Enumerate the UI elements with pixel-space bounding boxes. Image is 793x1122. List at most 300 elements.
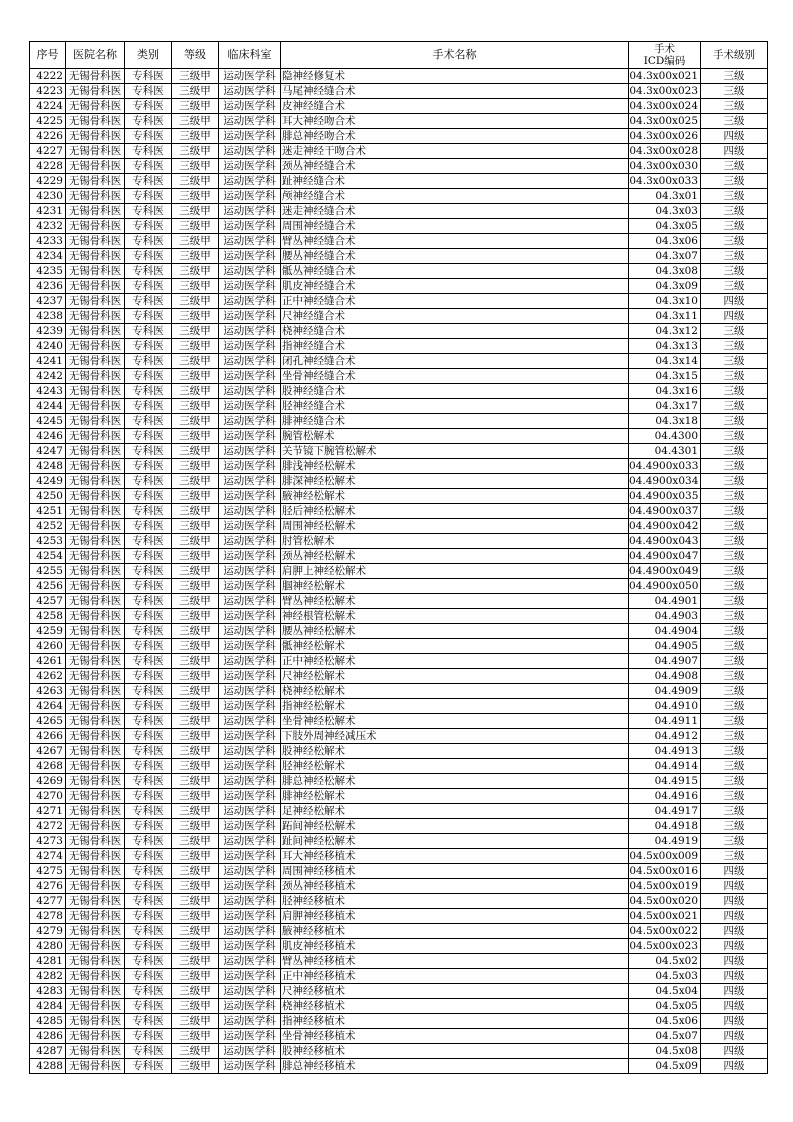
cell-surgery: 趾间神经松解术 — [281, 834, 629, 849]
cell-hospital: 无锡骨科医 — [66, 579, 125, 594]
cell-surgery: 坐骨神经缝合术 — [281, 369, 629, 384]
cell-grade: 三级 — [701, 804, 768, 819]
cell-category: 专科医 — [125, 594, 172, 609]
cell-grade: 三级 — [701, 834, 768, 849]
cell-grade: 三级 — [701, 774, 768, 789]
cell-category: 专科医 — [125, 1014, 172, 1029]
cell-hospital: 无锡骨科医 — [66, 279, 125, 294]
cell-department: 运动医学科 — [219, 699, 281, 714]
cell-hospital: 无锡骨科医 — [66, 609, 125, 624]
cell-department: 运动医学科 — [219, 249, 281, 264]
cell-level: 三级甲 — [172, 624, 219, 639]
cell-department: 运动医学科 — [219, 609, 281, 624]
cell-category: 专科医 — [125, 999, 172, 1014]
cell-category: 专科医 — [125, 549, 172, 564]
cell-level: 三级甲 — [172, 699, 219, 714]
cell-category: 专科医 — [125, 729, 172, 744]
cell-department: 运动医学科 — [219, 519, 281, 534]
cell-category: 专科医 — [125, 984, 172, 999]
cell-no: 4240 — [30, 339, 66, 354]
cell-department: 运动医学科 — [219, 174, 281, 189]
cell-level: 三级甲 — [172, 639, 219, 654]
table-row — [30, 384, 768, 399]
cell-grade: 三级 — [701, 849, 768, 864]
cell-category: 专科医 — [125, 939, 172, 954]
cell-grade: 三级 — [701, 219, 768, 234]
cell-hospital: 无锡骨科医 — [66, 834, 125, 849]
cell-surgery: 趾神经缝合术 — [281, 174, 629, 189]
cell-no: 4235 — [30, 264, 66, 279]
cell-hospital: 无锡骨科医 — [66, 714, 125, 729]
cell-surgery: 腋神经移植术 — [281, 924, 629, 939]
cell-no: 4243 — [30, 384, 66, 399]
cell-no: 4251 — [30, 504, 66, 519]
cell-grade: 四级 — [701, 1014, 768, 1029]
cell-surgery: 胫神经缝合术 — [281, 399, 629, 414]
cell-no: 4273 — [30, 834, 66, 849]
table-row — [30, 444, 768, 459]
header-no: 序号 — [30, 42, 66, 69]
table-row — [30, 699, 768, 714]
cell-surgery: 骶丛神经缝合术 — [281, 264, 629, 279]
cell-no: 4226 — [30, 129, 66, 144]
cell-icd: 04.3x00x025 — [629, 114, 701, 129]
cell-level: 三级甲 — [172, 489, 219, 504]
cell-surgery: 尺神经移植术 — [281, 984, 629, 999]
cell-no: 4284 — [30, 999, 66, 1014]
table-row — [30, 429, 768, 444]
cell-surgery: 胫神经松解术 — [281, 759, 629, 774]
cell-icd: 04.4917 — [629, 804, 701, 819]
cell-category: 专科医 — [125, 654, 172, 669]
cell-icd: 04.4900x042 — [629, 519, 701, 534]
cell-level: 三级甲 — [172, 399, 219, 414]
cell-surgery: 肌皮神经移植术 — [281, 939, 629, 954]
cell-icd: 04.3x00x033 — [629, 174, 701, 189]
cell-category: 专科医 — [125, 909, 172, 924]
cell-grade: 三级 — [701, 579, 768, 594]
cell-grade: 三级 — [701, 234, 768, 249]
table-row — [30, 954, 768, 969]
cell-grade: 三级 — [701, 624, 768, 639]
cell-department: 运动医学科 — [219, 189, 281, 204]
cell-department: 运动医学科 — [219, 474, 281, 489]
table-row — [30, 609, 768, 624]
table-row — [30, 594, 768, 609]
cell-level: 三级甲 — [172, 759, 219, 774]
table-row — [30, 639, 768, 654]
cell-no: 4246 — [30, 429, 66, 444]
cell-category: 专科医 — [125, 69, 172, 84]
cell-level: 三级甲 — [172, 684, 219, 699]
cell-department: 运动医学科 — [219, 1014, 281, 1029]
cell-level: 三级甲 — [172, 834, 219, 849]
cell-department: 运动医学科 — [219, 909, 281, 924]
cell-level: 三级甲 — [172, 384, 219, 399]
cell-category: 专科医 — [125, 399, 172, 414]
table-row — [30, 969, 768, 984]
cell-hospital: 无锡骨科医 — [66, 744, 125, 759]
cell-level: 三级甲 — [172, 459, 219, 474]
cell-department: 运动医学科 — [219, 1029, 281, 1044]
cell-grade: 三级 — [701, 354, 768, 369]
table-row — [30, 534, 768, 549]
cell-no: 4276 — [30, 879, 66, 894]
cell-surgery: 跖间神经松解术 — [281, 819, 629, 834]
cell-no: 4239 — [30, 324, 66, 339]
cell-hospital: 无锡骨科医 — [66, 1029, 125, 1044]
cell-icd: 04.3x14 — [629, 354, 701, 369]
cell-department: 运动医学科 — [219, 1044, 281, 1059]
cell-icd: 04.4903 — [629, 609, 701, 624]
cell-level: 三级甲 — [172, 549, 219, 564]
cell-grade: 三级 — [701, 819, 768, 834]
cell-no: 4277 — [30, 894, 66, 909]
cell-grade: 四级 — [701, 909, 768, 924]
table-row — [30, 999, 768, 1014]
cell-category: 专科医 — [125, 474, 172, 489]
cell-category: 专科医 — [125, 204, 172, 219]
cell-no: 4264 — [30, 699, 66, 714]
cell-icd: 04.4905 — [629, 639, 701, 654]
table-row — [30, 84, 768, 99]
cell-department: 运动医学科 — [219, 789, 281, 804]
cell-surgery: 臂丛神经缝合术 — [281, 234, 629, 249]
cell-grade: 三级 — [701, 669, 768, 684]
table-row — [30, 729, 768, 744]
cell-grade: 三级 — [701, 324, 768, 339]
cell-level: 三级甲 — [172, 954, 219, 969]
cell-icd: 04.3x08 — [629, 264, 701, 279]
cell-surgery: 迷走神经缝合术 — [281, 204, 629, 219]
table-row — [30, 744, 768, 759]
cell-hospital: 无锡骨科医 — [66, 369, 125, 384]
cell-department: 运动医学科 — [219, 834, 281, 849]
table-row — [30, 234, 768, 249]
cell-icd: 04.5x00x023 — [629, 939, 701, 954]
cell-category: 专科医 — [125, 864, 172, 879]
cell-no: 4285 — [30, 1014, 66, 1029]
table-row — [30, 849, 768, 864]
cell-level: 三级甲 — [172, 1044, 219, 1059]
cell-grade: 三级 — [701, 114, 768, 129]
cell-grade: 三级 — [701, 339, 768, 354]
table-row — [30, 789, 768, 804]
cell-grade: 四级 — [701, 984, 768, 999]
cell-icd: 04.5x09 — [629, 1059, 701, 1074]
cell-hospital: 无锡骨科医 — [66, 84, 125, 99]
cell-no: 4270 — [30, 789, 66, 804]
cell-hospital: 无锡骨科医 — [66, 819, 125, 834]
cell-grade: 三级 — [701, 384, 768, 399]
cell-level: 三级甲 — [172, 864, 219, 879]
cell-category: 专科医 — [125, 789, 172, 804]
table-row — [30, 564, 768, 579]
cell-department: 运动医学科 — [219, 429, 281, 444]
table-row — [30, 249, 768, 264]
cell-level: 三级甲 — [172, 219, 219, 234]
cell-surgery: 腓总神经吻合术 — [281, 129, 629, 144]
cell-hospital: 无锡骨科医 — [66, 804, 125, 819]
cell-grade: 三级 — [701, 789, 768, 804]
table-row — [30, 1059, 768, 1074]
cell-hospital: 无锡骨科医 — [66, 969, 125, 984]
cell-surgery: 周围神经缝合术 — [281, 219, 629, 234]
cell-no: 4250 — [30, 489, 66, 504]
cell-level: 三级甲 — [172, 234, 219, 249]
cell-department: 运动医学科 — [219, 339, 281, 354]
cell-department: 运动医学科 — [219, 324, 281, 339]
cell-grade: 三级 — [701, 549, 768, 564]
cell-icd: 04.3x15 — [629, 369, 701, 384]
cell-icd: 04.4900x037 — [629, 504, 701, 519]
cell-surgery: 腓神经缝合术 — [281, 414, 629, 429]
cell-hospital: 无锡骨科医 — [66, 309, 125, 324]
cell-hospital: 无锡骨科医 — [66, 144, 125, 159]
cell-icd: 04.4908 — [629, 669, 701, 684]
cell-no: 4242 — [30, 369, 66, 384]
cell-level: 三级甲 — [172, 519, 219, 534]
cell-level: 三级甲 — [172, 84, 219, 99]
table-row — [30, 804, 768, 819]
cell-surgery: 桡神经移植术 — [281, 999, 629, 1014]
cell-level: 三级甲 — [172, 279, 219, 294]
cell-no: 4257 — [30, 594, 66, 609]
cell-grade: 四级 — [701, 879, 768, 894]
table-row — [30, 189, 768, 204]
table-row — [30, 1029, 768, 1044]
cell-icd: 04.5x00x016 — [629, 864, 701, 879]
cell-category: 专科医 — [125, 969, 172, 984]
cell-hospital: 无锡骨科医 — [66, 339, 125, 354]
cell-level: 三级甲 — [172, 294, 219, 309]
cell-department: 运动医学科 — [219, 984, 281, 999]
cell-icd: 04.3x12 — [629, 324, 701, 339]
cell-category: 专科医 — [125, 804, 172, 819]
header-hospital: 医院名称 — [66, 42, 125, 69]
cell-grade: 四级 — [701, 924, 768, 939]
cell-category: 专科医 — [125, 699, 172, 714]
cell-no: 4275 — [30, 864, 66, 879]
cell-surgery: 腓神经松解术 — [281, 789, 629, 804]
cell-hospital: 无锡骨科医 — [66, 684, 125, 699]
cell-level: 三级甲 — [172, 579, 219, 594]
cell-icd: 04.5x02 — [629, 954, 701, 969]
cell-grade: 三级 — [701, 414, 768, 429]
cell-level: 三级甲 — [172, 984, 219, 999]
cell-grade: 四级 — [701, 939, 768, 954]
cell-surgery: 腓总神经移植术 — [281, 1059, 629, 1074]
cell-category: 专科医 — [125, 1044, 172, 1059]
table-row — [30, 909, 768, 924]
table-row — [30, 759, 768, 774]
cell-surgery: 腋神经松解术 — [281, 489, 629, 504]
cell-category: 专科医 — [125, 849, 172, 864]
cell-surgery: 颈丛神经松解术 — [281, 549, 629, 564]
header-level: 等级 — [172, 42, 219, 69]
cell-level: 三级甲 — [172, 909, 219, 924]
cell-hospital: 无锡骨科医 — [66, 894, 125, 909]
cell-icd: 04.4300 — [629, 429, 701, 444]
cell-category: 专科医 — [125, 819, 172, 834]
cell-department: 运动医学科 — [219, 204, 281, 219]
table-row — [30, 624, 768, 639]
cell-category: 专科医 — [125, 234, 172, 249]
cell-hospital: 无锡骨科医 — [66, 789, 125, 804]
table-row — [30, 1044, 768, 1059]
cell-level: 三级甲 — [172, 669, 219, 684]
cell-hospital: 无锡骨科医 — [66, 324, 125, 339]
cell-surgery: 颈丛神经缝合术 — [281, 159, 629, 174]
table-row — [30, 519, 768, 534]
cell-surgery: 臂丛神经松解术 — [281, 594, 629, 609]
cell-icd: 04.4911 — [629, 714, 701, 729]
cell-surgery: 颅神经缝合术 — [281, 189, 629, 204]
cell-grade: 四级 — [701, 309, 768, 324]
cell-icd: 04.3x05 — [629, 219, 701, 234]
cell-department: 运动医学科 — [219, 744, 281, 759]
cell-no: 4271 — [30, 804, 66, 819]
cell-department: 运动医学科 — [219, 369, 281, 384]
cell-hospital: 无锡骨科医 — [66, 114, 125, 129]
cell-level: 三级甲 — [172, 654, 219, 669]
cell-department: 运动医学科 — [219, 894, 281, 909]
cell-surgery: 下肢外周神经减压术 — [281, 729, 629, 744]
cell-category: 专科医 — [125, 1059, 172, 1074]
cell-level: 三级甲 — [172, 534, 219, 549]
cell-surgery: 肩胛神经移植术 — [281, 909, 629, 924]
cell-level: 三级甲 — [172, 774, 219, 789]
cell-no: 4230 — [30, 189, 66, 204]
table-row — [30, 879, 768, 894]
cell-hospital: 无锡骨科医 — [66, 624, 125, 639]
cell-level: 三级甲 — [172, 729, 219, 744]
cell-surgery: 耳大神经移植术 — [281, 849, 629, 864]
cell-grade: 三级 — [701, 69, 768, 84]
cell-grade: 三级 — [701, 729, 768, 744]
cell-hospital: 无锡骨科医 — [66, 639, 125, 654]
cell-icd: 04.3x11 — [629, 309, 701, 324]
cell-no: 4237 — [30, 294, 66, 309]
cell-department: 运动医学科 — [219, 399, 281, 414]
cell-icd: 04.4915 — [629, 774, 701, 789]
cell-category: 专科医 — [125, 924, 172, 939]
cell-grade: 三级 — [701, 204, 768, 219]
table-row — [30, 549, 768, 564]
cell-hospital: 无锡骨科医 — [66, 249, 125, 264]
table-row — [30, 924, 768, 939]
cell-no: 4287 — [30, 1044, 66, 1059]
header-department: 临床科室 — [219, 42, 281, 69]
table-row — [30, 114, 768, 129]
cell-surgery: 皮神经缝合术 — [281, 99, 629, 114]
cell-icd: 04.5x03 — [629, 969, 701, 984]
cell-hospital: 无锡骨科医 — [66, 399, 125, 414]
cell-grade: 三级 — [701, 444, 768, 459]
cell-no: 4245 — [30, 414, 66, 429]
cell-department: 运动医学科 — [219, 144, 281, 159]
cell-icd: 04.3x16 — [629, 384, 701, 399]
surgery-table — [29, 41, 768, 1074]
cell-surgery: 指神经移植术 — [281, 1014, 629, 1029]
cell-icd: 04.3x00x028 — [629, 144, 701, 159]
table-row — [30, 144, 768, 159]
cell-department: 运动医学科 — [219, 69, 281, 84]
cell-no: 4254 — [30, 549, 66, 564]
cell-surgery: 正中神经缝合术 — [281, 294, 629, 309]
cell-category: 专科医 — [125, 609, 172, 624]
cell-surgery: 周围神经松解术 — [281, 519, 629, 534]
cell-level: 三级甲 — [172, 564, 219, 579]
table-row — [30, 984, 768, 999]
cell-category: 专科医 — [125, 309, 172, 324]
cell-no: 4244 — [30, 399, 66, 414]
cell-category: 专科医 — [125, 564, 172, 579]
cell-category: 专科医 — [125, 519, 172, 534]
cell-icd: 04.4900x034 — [629, 474, 701, 489]
cell-hospital: 无锡骨科医 — [66, 219, 125, 234]
cell-category: 专科医 — [125, 759, 172, 774]
cell-department: 运动医学科 — [219, 639, 281, 654]
cell-icd: 04.3x01 — [629, 189, 701, 204]
cell-level: 三级甲 — [172, 444, 219, 459]
cell-category: 专科医 — [125, 264, 172, 279]
cell-no: 4238 — [30, 309, 66, 324]
cell-icd: 04.4901 — [629, 594, 701, 609]
cell-department: 运动医学科 — [219, 594, 281, 609]
cell-surgery: 马尾神经缝合术 — [281, 84, 629, 99]
table-row — [30, 714, 768, 729]
cell-no: 4234 — [30, 249, 66, 264]
cell-icd: 04.3x00x023 — [629, 84, 701, 99]
cell-icd: 04.4918 — [629, 819, 701, 834]
cell-level: 三级甲 — [172, 189, 219, 204]
cell-grade: 三级 — [701, 519, 768, 534]
table-row — [30, 894, 768, 909]
cell-department: 运动医学科 — [219, 774, 281, 789]
cell-hospital: 无锡骨科医 — [66, 459, 125, 474]
cell-surgery: 肌皮神经缝合术 — [281, 279, 629, 294]
cell-department: 运动医学科 — [219, 729, 281, 744]
cell-no: 4267 — [30, 744, 66, 759]
cell-no: 4269 — [30, 774, 66, 789]
cell-department: 运动医学科 — [219, 504, 281, 519]
cell-grade: 三级 — [701, 459, 768, 474]
cell-grade: 三级 — [701, 159, 768, 174]
cell-level: 三级甲 — [172, 144, 219, 159]
cell-department: 运动医学科 — [219, 489, 281, 504]
cell-no: 4222 — [30, 69, 66, 84]
cell-department: 运动医学科 — [219, 654, 281, 669]
table-row — [30, 774, 768, 789]
cell-category: 专科医 — [125, 624, 172, 639]
cell-surgery: 正中神经移植术 — [281, 969, 629, 984]
cell-surgery: 腰丛神经缝合术 — [281, 249, 629, 264]
cell-surgery: 桡神经缝合术 — [281, 324, 629, 339]
cell-level: 三级甲 — [172, 879, 219, 894]
cell-icd: 04.4913 — [629, 744, 701, 759]
cell-department: 运动医学科 — [219, 264, 281, 279]
cell-grade: 三级 — [701, 714, 768, 729]
cell-surgery: 坐骨神经移植术 — [281, 1029, 629, 1044]
cell-hospital: 无锡骨科医 — [66, 849, 125, 864]
table-row — [30, 279, 768, 294]
cell-surgery: 腓浅神经松解术 — [281, 459, 629, 474]
cell-category: 专科医 — [125, 444, 172, 459]
cell-grade: 三级 — [701, 504, 768, 519]
cell-hospital: 无锡骨科医 — [66, 774, 125, 789]
cell-hospital: 无锡骨科医 — [66, 924, 125, 939]
